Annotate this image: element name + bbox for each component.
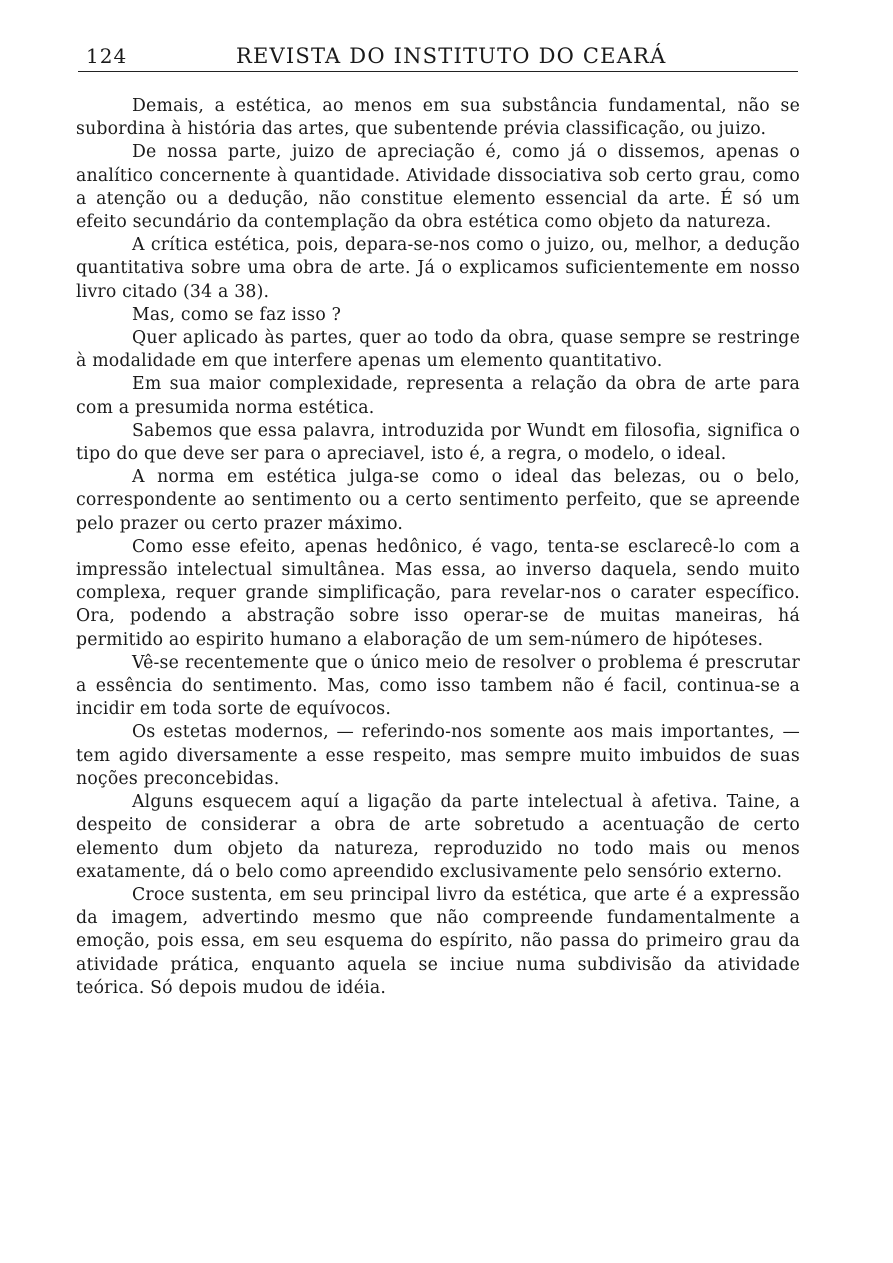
page-header [78, 44, 798, 74]
paragraph: Demais, a estética, ao menos em sua substância fundamental, não se subordina à história das artes, que subentende prévia classificação, ou juizo. [76, 96, 800, 140]
body-text [76, 95, 800, 1000]
paragraph: Mas, como se faz isso ? [132, 304, 342, 325]
paragraph: Croce sustenta, em seu principal livro da estética, que arte é a expressão da imagem, advertindo mesmo que não compreende fundamentalmente a emoção, pois essa, em seu esquema do espírito, não passa do primeiro grau da atividade prática, enquanto aquela se inciue numa subdivisão da atividade teórica. Só depois mudou de idéia. [76, 884, 800, 998]
page-number: 124 [86, 44, 128, 68]
paragraph: Os estetas modernos, — referindo-nos somente aos mais importantes, — tem agido diversamente a esse respeito, mas sempre muito imbuidos de suas noções preconcebidas. [76, 722, 800, 789]
header-rule [78, 71, 798, 72]
paragraph: Sabemos que essa palavra, introduzida por Wundt em filosofia, significa o tipo do que deve ser para o apreciavel, isto é, a regra, o modelo, o ideal. [76, 420, 800, 465]
paragraph: Como esse efeito, apenas hedônico, é vago, tenta-se esclarecê-lo com a impressão intelectual simultânea. Mas essa, ao inverso daquela, sendo muito complexa, requer grande simplificação, para revelar-nos o carater específico. Ora, podendo a abstração sobre isso operar-se de muitas maneiras, há permitido ao espirito humano a elaboração de um sem-número de hipóteses. [76, 536, 800, 650]
paragraph: Quer aplicado às partes, quer ao todo da obra, quase sempre se restringe à modalidade em que interfere apenas um elemento quantitativo. [76, 328, 800, 372]
paragraph: A crítica estética, pois, depara-se-nos como o juizo, ou, melhor, a dedução quantitativa sobre uma obra de arte. Já o explicamos suficientemente em nosso livro citado (34 a 38). [76, 235, 800, 302]
running-title: REVISTA DO INSTITUTO DO CEARÁ [236, 44, 667, 68]
paragraph: Vê-se recentemente que o único meio de resolver o problema é prescrutar a essência do sentimento. Mas, como isso tambem não é facil, continua-se a incidir em toda sorte de equívocos. [76, 652, 800, 720]
paragraph: Em sua maior complexidade, representa a relação da obra de arte para com a presumida norma estética. [76, 374, 800, 418]
paragraph: Alguns esquecem aquí a ligação da parte intelectual à afetiva. Taine, a despeito de considerar a obra de arte sobretudo a acentuação de certo elemento dum objeto da natureza, reproduzido no todo mais ou menos exatamente, dá o belo como apreendido exclusivamente pelo sensório externo. [76, 792, 800, 882]
paragraph: A norma em estética julga-se como o ideal das belezas, ou o belo, correspondente ao sentimento ou a certo sentimento perfeito, que se apreende pelo prazer ou certo prazer máximo. [76, 467, 800, 534]
paragraph: De nossa parte, juizo de apreciação é, como já o dissemos, apenas o analítico concernente à quantidade. Atividade dissociativa sob certo grau, como a atenção ou a dedução, não constitue elemento essencial da arte. É só um efeito secundário da contemplação da obra estética como objeto da natureza. [76, 142, 800, 233]
